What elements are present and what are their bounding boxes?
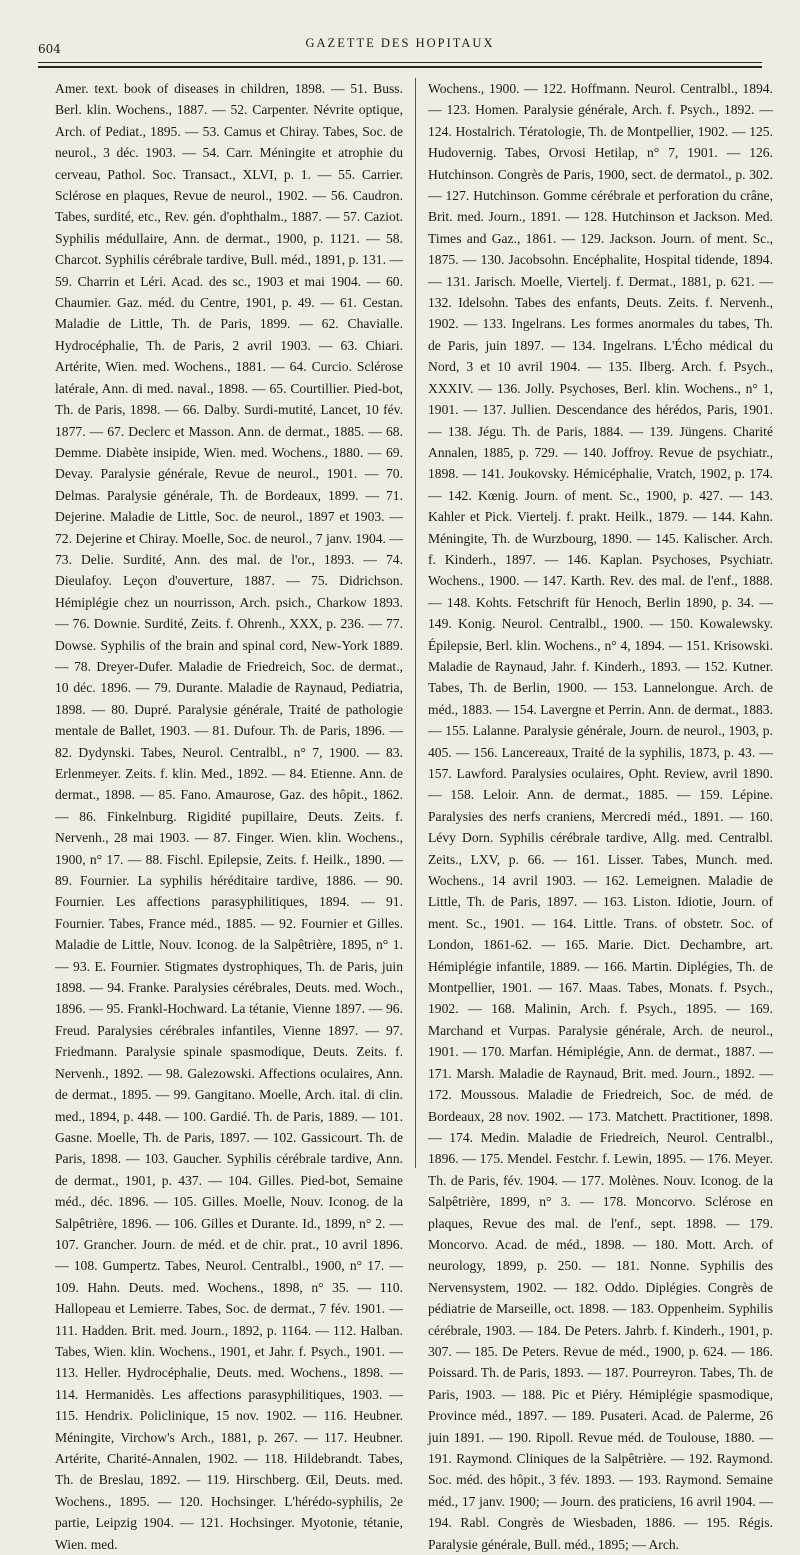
running-title: GAZETTE DES HOPITAUX (305, 36, 495, 50)
bibliography-text-left: Amer. text. book of diseases in children, 1898. — 51. Buss. Berl. klin. Wochens., 1887. — 52. Carpenter. Névrite optique, Arch. of Pediat., 1895. — 53. Camus et Chiray. Tabes, Soc. de neurol., 3 déc. 1903. — 54. Carr. Méningite et atrophie du cerveau, Pathol. Soc. Transact., XLVI, p. 1. — 55. Carrier. Sclérose en plaques, Revue de neurol., 1902. — 56. Caudron. Tabes, surdité, etc., Rev. gén. d'ophthalm., 1887. — 57. Caziot. Syphilis médullaire, Ann. de dermat., 1900, p. 1121. — 58. Charcot. Syphilis cérébrale tardive, Bull. méd., 1891, p. 131. — 59. Charrin et Léri. Acad. des sc., 1903 et mai 1904. — 60. Chaumier. Gaz. méd. du Centre, 1901, p. 49. — 61. Cestan. Maladie de Little, Th. de Paris, 1899. — 62. Chavialle. Hydrocéphalie, Th. de Paris, 2 avril 1903. — 63. Chiari. Artérite, Wien. med. Wochens., 1881. — 64. Curcio. Sclérose latérale, Ann. di med. naval., 1898. — 65. Courtillier. Pied-bot, Th. de Paris, 1898. — 66. Dalby. Surdi-mutité, Lancet, 10 fév. 1877. — 67. Declerc et Masson. Ann. de dermat., 1885. — 68. Demme. Diabète insipide, Wien. med. Wochens., 1880. — 69. Devay. Paralysie générale, Revue de neurol., 1901. — 70. Delmas. Paralysie générale, Th. de Bordeaux, 1899. — 71. Dejerine. Maladie de Little, Soc. de neurol., 1897 et 1903. — 72. Dejerine et Chiray. Moelle, Soc. de neurol., 7 janv. 1904. — 73. Delie. Surdité, Ann. des mal. de l'or., 1893. — 74. Dieulafoy. Leçon d'ouverture, 1887. — 75. Didrichson. Hémiplégie chez un nourrisson, Arch. psich., Charkow 1893. — 76. Downie. Surdité, Zeits. f. Ohrenh., XXX, p. 236. — 77. Dowse. Syphilis of the brain and spinal cord, New-York 1889. — 78. Dreyer-Dufer. Maladie de Friedreich, Soc. de dermat., 10 déc. 1896. — 79. Durante. Maladie de Raynaud, Pediatria, 1898. — 80. Dupré. Paralysie générale, Traité de pathologie mentale de Ballet, 1903. — 81. Dufour. Th. de Paris, 1896. — 82. Dydynski. Tabes, Neurol. Centralbl., n° 7, 1900. — 83. Erlenmeyer. Zeits. f. klin. Med., 1892. — 84. Etienne. Ann. de dermat., 1898. — 85. Fano. Amaurose, Gaz. des hôpit., 1862. — 86. Finkelnburg. Rigidité pupillaire, Deuts. Zeits. f. Nervenh., 28 mai 1903. — 87. Finger. Wien. klin. Wochens., 1900, n° 17. — 88. Fischl. Epilepsie, Zeits. f. Heilk., 1890. — 89. Fournier. La syphilis héréditaire tardive, 1886. — 90. Fournier. Les affections parasyphilitiques, 1894. — 91. Fournier. Tabes, France méd., 1885. — 92. Fournier et Gilles. Maladie de Little, Nouv. Iconog. de la Salpêtrière, 1895, n° 1. — 93. E. Fournier. Stigmates dystrophiques, Th. de Paris, juin 1898. — 94. Franke. Paralysies cérébrales, Deuts. med. Woch., 1896. — 95. Frankl-Hochward. La tétanie, Vienne 1897. — 96. Freud. Paralysies cérébrales infantiles, Vienne 1897. — 97. Friedmann. Paralysie spinale spasmodique, Deuts. Zeits. f. Nervenh., 1892. — 98. Galezowski. Affections oculaires, Ann. de dermat., 1895. — 99. Gangitano. Moelle, Arch. ital. di clin. med., 1894, p. 448. — 100. Gardié. Th. de Paris, 1889. — 101. Gasne. Moelle, Th. de Paris, 1897. — 102. Gassicourt. Th. de Paris, 1898. — 103. Gaucher. Syphilis cérébrale tardive, Ann. de dermat., 1901, p. 437. — 104. Gilles. Pied-bot, Semaine méd., déc. 1896. — 105. Gilles. Moelle, Nouv. Iconog. de la Salpêtrière, 1896. — 106. Gilles et Durante. Id., 1899, n° 2. — 107. Grancher. Journ. de méd. et de chir. prat., 10 avril 1896. — 108. Gumpertz. Tabes, Neurol. Centralbl., 1900, n° 17. — 109. Hahn. Deuts. med. Wochens., 1898, n° 35. — 110. Hallopeau et Lemierre. Tabes, Soc. de dermat., 7 fév. 1901. — 111. Hadden. Brit. med. Journ., 1892, p. 1164. — 112. Halban. Tabes, Wien. klin. Wochens., 1901, et Jahr. f. Psych., 1901. — 113. Heller. Hydrocéphalie, Deuts. med. Wochens., 1898. — 114. Hermanidès. Les affections parasyphilitiques, 1903. — 115. Hendrix. Policlinique, 15 nov. 1902. — 116. Heubner. Méningite, Virchow's Arch., 1881, p. 267. — 117. Heubner. Artérite, Charité-Annalen, 1902. — 118. Hildebrandt. Tabes, Th. de Breslau, 1892. — 119. Hirschberg. Œil, Deuts. med. Wochens., 1895. — 120. Hochsinger. L'hérédo-syphilis, 2e partie, Leipzig 1904. — 121. Hochsinger. Myotonie, tétanie, Wien. med. (55, 81, 403, 1552)
page-header (38, 32, 762, 58)
bibliography-text-right: Wochens., 1900. — 122. Hoffmann. Neurol. Centralbl., 1894. — 123. Homen. Paralysie générale, Arch. f. Psych., 1892. — 124. Hostalrich. Tératologie, Th. de Montpellier, 1902. — 125. Hudovernig. Tabes, Orvosi Hetilap, n° 7, 1901. — 126. Hutchinson. Congrès de Paris, 1900, sect. de dermatol., p. 302. — 127. Hutchinson. Gomme cérébrale et perforation du crâne, Brit. med. Journ., 1891. — 128. Hutchinson et Jackson. Med. Times and Gaz., 1861. — 129. Jackson. Journ. of ment. Sc., 1875. — 130. Jacobsohn. Encéphalite, Hospital tidende, 1894. — 131. Jarisch. Moelle, Viertelj. f. Dermat., 1881, p. 621. — 132. Idelsohn. Tabes des enfants, Deuts. Zeits. f. Nervenh., 1902. — 133. Ingelrans. Les formes anormales du tabes, Th. de Paris, juin 1897. — 134. Ingelrans. L'Écho médical du Nord, 3 et 10 avril 1904. — 135. Ilberg. Arch. f. Psych., XXXIV. — 136. Jolly. Psychoses, Berl. klin. Wochens., n° 1, 1901. — 137. Jullien. Descendance des hérédos, Paris, 1901. — 138. Jégu. Th. de Paris, 1884. — 139. Jüngens. Charité Annalen, 1885, p. 729. — 140. Joffroy. Revue de psychiatr., 1898. — 141. Joukovsky. Hémicéphalie, Vratch, 1902, p. 174. — 142. Kœnig. Journ. of ment. Sc., 1900, p. 427. — 143. Kahler et Pick. Viertelj. f. prakt. Heilk., 1879. — 144. Kahn. Méningite, Th. de Wurzbourg, 1890. — 145. Kalischer. Arch. f. Kinderh., 1897. — 146. Kaplan. Psychoses, Psychiatr. Wochens., 1900. — 147. Karth. Rev. des mal. de l'enf., 1888. — 148. Kohts. Fetschrift für Henoch, Berlin 1890, p. 34. — 149. Konig. Neurol. Centralbl., 1900. — 150. Kowalewsky. Épilepsie, Berl. klin. Wochens., n° 4, 1894. — 151. Krisowski. Maladie de Raynaud, Jahr. f. Kinderh., 1893. — 152. Kutner. Tabes, Th. de Berlin, 1900. — 153. Lannelongue. Arch. de méd., 1883. — 154. Lavergne et Perrin. Ann. de dermat., 1883. — 155. Lalanne. Paralysie générale, Journ. de neurol., 1903, p. 405. — 156. Lancereaux, Traité de la syphilis, 1873, p. 43. — 157. Lawford. Paralysies oculaires, Opht. Review, avril 1890. — 158. Leloir. Ann. de dermat., 1885. — 159. Lépine. Paralysies des nerfs craniens, Mercredi méd., 1891. — 160. Lévy Dorn. Syphilis cérébrale tardive, Allg. med. Centralbl. Zeits., LXV, p. 66. — 161. Lisser. Tabes, Munch. med. Wochens., 14 avril 1903. — 162. Lemeignen. Maladie de Little, Th. de Paris, 1897. — 163. Liston. Idiotie, Journ. of ment. Sc., 1901. — 164. Little. Trans. of obstetr. Soc. of London, 1861-62. — 165. Marie. Dict. Dechambre, art. Hémiplégie infantile, 1889. — 166. Martin. Diplégies, Th. de Montpellier, 1901. — 167. Maas. Tabes, Monats. f. Psych., 1902. — 168. Malinin, Arch. f. Psych., 1895. — 169. Marchand et Vurpas. Paralysie générale, Arch. de neurol., 1901. — 170. Marfan. Hémiplégie, Ann. de dermat., 1887. — 171. Marsh. Maladie de Raynaud, Brit. med. Journ., 1892. — 172. Moussous. Maladie de Friedreich, Soc. de méd. de Bordeaux, 28 nov. 1902. — 173. Matchett. Practitioner, 1898. — 174. Medin. Maladie de Friedreich, Neurol. Centralbl., 1896. — 175. Mendel. Festchr. f. Lewin, 1895. — 176. Meyer. Th. de Paris, fév. 1904. — 177. Molènes. Nouv. Iconog. de la Salpêtrière, 1899, n° 3. — 178. Moncorvo. Sclérose en plaques, Revue des mal. de l'enf., sept. 1898. — 179. Moncorvo. Acad. de méd., 1898. — 180. Mott. Arch. of neurology, 1899, p. 250. — 181. Nonne. Syphilis des Nervensystem, 1902. — 182. Oddo. Diplégies. Congrès de pédiatrie de Marseille, oct. 1898. — 183. Oppenheim. Syphilis cérébrale, 1903. — 184. De Peters. Jahrb. f. Kinderh., 1901, p. 307. — 185. De Peters. Revue de méd., 1900, p. 624. — 186. Poissard. Th. de Paris, 1893. — 187. Pourreyron. Tabes, Th. de Paris, 1903. — 188. Pic et Piéry. Hémiplégie spasmodique, Province méd., 1897. — 189. Pusateri. Acad. de Palerme, 26 juin 1891. — 190. Ripoll. Revue méd. de Toulouse, 1880. — 191. Raymond. Cliniques de la Salpêtrière. — 192. Raymond. Soc. méd. des hôpit., 3 fév. 1893. — 193. Raymond. Semaine méd., 17 janv. 1900; — Journ. des praticiens, 16 avril 1904. — 194. Rabl. Congrès de Wiesbaden, 1886. — 195. Régis. Paralysie générale, Bull. méd., 1895; — Arch. (428, 81, 773, 1552)
header-rule-top (38, 62, 762, 63)
page-number: 604 (38, 42, 61, 56)
header-rule-bottom (38, 66, 762, 68)
bibliography-column-left (55, 78, 403, 1552)
bibliography-column-right (428, 78, 773, 1552)
column-divider (415, 78, 416, 1168)
